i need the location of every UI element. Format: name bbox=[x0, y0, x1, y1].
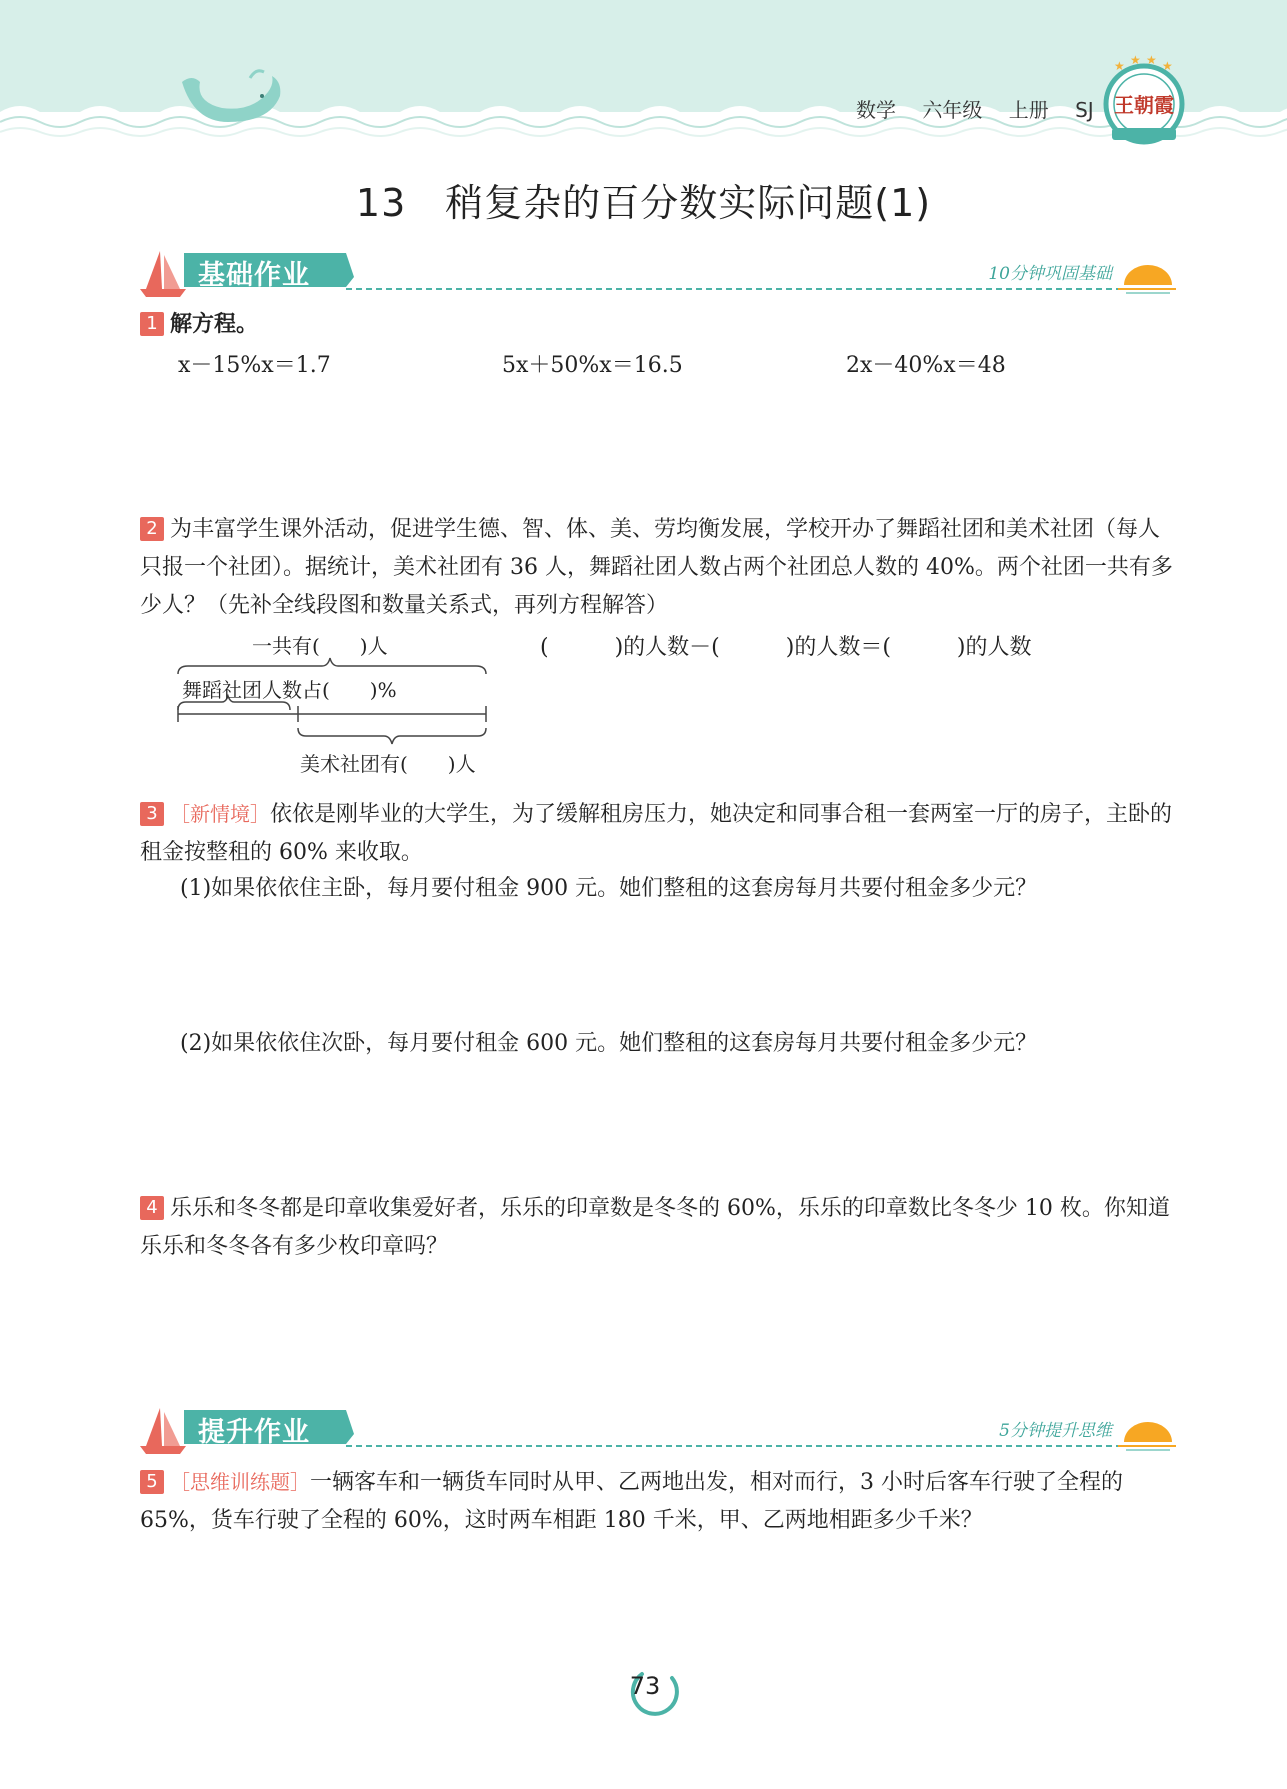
question-3-part-2: (2)如果依依住次卧，每月要付租金 600 元。她们整租的这套房每月共要付租金多少元？ bbox=[180, 1031, 1038, 1056]
question-title: 解方程。 bbox=[170, 312, 259, 337]
question-text: 乐乐和冬冬都是印章收集爱好者，乐乐的印章数是冬冬的 60%，乐乐的印章数比冬冬少 10 枚。你知道乐乐和冬冬各有多少枚印章吗？ bbox=[140, 1196, 1170, 1259]
svg-text:王朝霞: 王朝霞 bbox=[1114, 93, 1174, 117]
relation-formula: ( )的人数－( )的人数＝( )的人数 bbox=[540, 635, 1032, 660]
section-hint: 10分钟巩固基础 bbox=[988, 264, 1112, 284]
header-band bbox=[0, 0, 1287, 150]
sunrise-icon bbox=[1118, 1422, 1176, 1450]
subject: 数学 bbox=[856, 98, 896, 122]
section-basic bbox=[140, 247, 1176, 297]
sunrise-icon bbox=[1118, 265, 1176, 293]
page-number: 73 bbox=[629, 1672, 661, 1700]
equation-3: 2x－40%x＝48 bbox=[846, 353, 1006, 378]
question-number: 1 bbox=[140, 312, 164, 336]
question-3-part-1: (1)如果依依住主卧，每月要付租金 900 元。她们整租的这套房每月共要付租金多少元？ bbox=[180, 876, 1038, 901]
section-label: 提升作业 bbox=[198, 1417, 310, 1448]
question-text: 依依是刚毕业的大学生，为了缓解租房压力，她决定和同事合租一套两室一厅的房子，主卧的租金按整租的 60% 来收取。 bbox=[140, 802, 1173, 865]
question-number: 2 bbox=[140, 517, 164, 541]
question-text: 为丰富学生课外活动，促进学生德、智、体、美、劳均衡发展，学校开办了舞蹈社团和美术社团（每人只报一个社团）。据统计，美术社团有 36 人，舞蹈社团人数占两个社团总人数的 40%。两个社团一共有多少人？（先补全线段图和数量关系式，再列方程解答） bbox=[140, 517, 1173, 618]
page-title: 13 稍复杂的百分数实际问题(1) bbox=[355, 181, 932, 225]
question-tag: ［思维训练题］ bbox=[170, 1470, 310, 1494]
question-1 bbox=[140, 306, 1176, 344]
question-5 bbox=[140, 1463, 1176, 1540]
line-segment-diagram bbox=[172, 630, 508, 780]
total-label: 一共有( )人 bbox=[252, 634, 388, 658]
question-tag: ［新情境］ bbox=[170, 802, 270, 826]
section-hint: 5分钟提升思维 bbox=[999, 1421, 1112, 1441]
question-number: 3 bbox=[140, 802, 164, 826]
subject-info bbox=[856, 94, 1114, 123]
svg-text:★: ★ bbox=[1130, 54, 1141, 67]
question-text: 一辆客车和一辆货车同时从甲、乙两地出发，相对而行，3 小时后客车行驶了全程的 65%，货车行驶了全程的 60%，这时两车相距 180 千米，甲、乙两地相距多少千米？ bbox=[140, 1470, 1123, 1533]
question-2 bbox=[140, 511, 1176, 625]
brand-logo bbox=[1100, 54, 1188, 150]
equation-2: 5x＋50%x＝16.5 bbox=[502, 353, 683, 378]
question-4 bbox=[140, 1190, 1176, 1266]
edition: SJ bbox=[1075, 98, 1094, 122]
equation-1: x－15%x＝1.7 bbox=[178, 353, 331, 378]
volume: 上册 bbox=[1008, 98, 1049, 122]
section-label: 基础作业 bbox=[198, 260, 310, 291]
art-label: 美术社团有( )人 bbox=[300, 752, 476, 776]
section-advanced bbox=[140, 1404, 1176, 1454]
question-number: 4 bbox=[140, 1196, 164, 1220]
dance-label: 舞蹈社团人数占( )% bbox=[182, 678, 397, 702]
svg-text:★: ★ bbox=[1146, 54, 1157, 67]
grade: 六年级 bbox=[922, 98, 983, 122]
question-3 bbox=[140, 795, 1176, 872]
svg-text:★: ★ bbox=[1162, 59, 1173, 73]
svg-text:★: ★ bbox=[1114, 59, 1125, 73]
question-number: 5 bbox=[140, 1470, 164, 1494]
